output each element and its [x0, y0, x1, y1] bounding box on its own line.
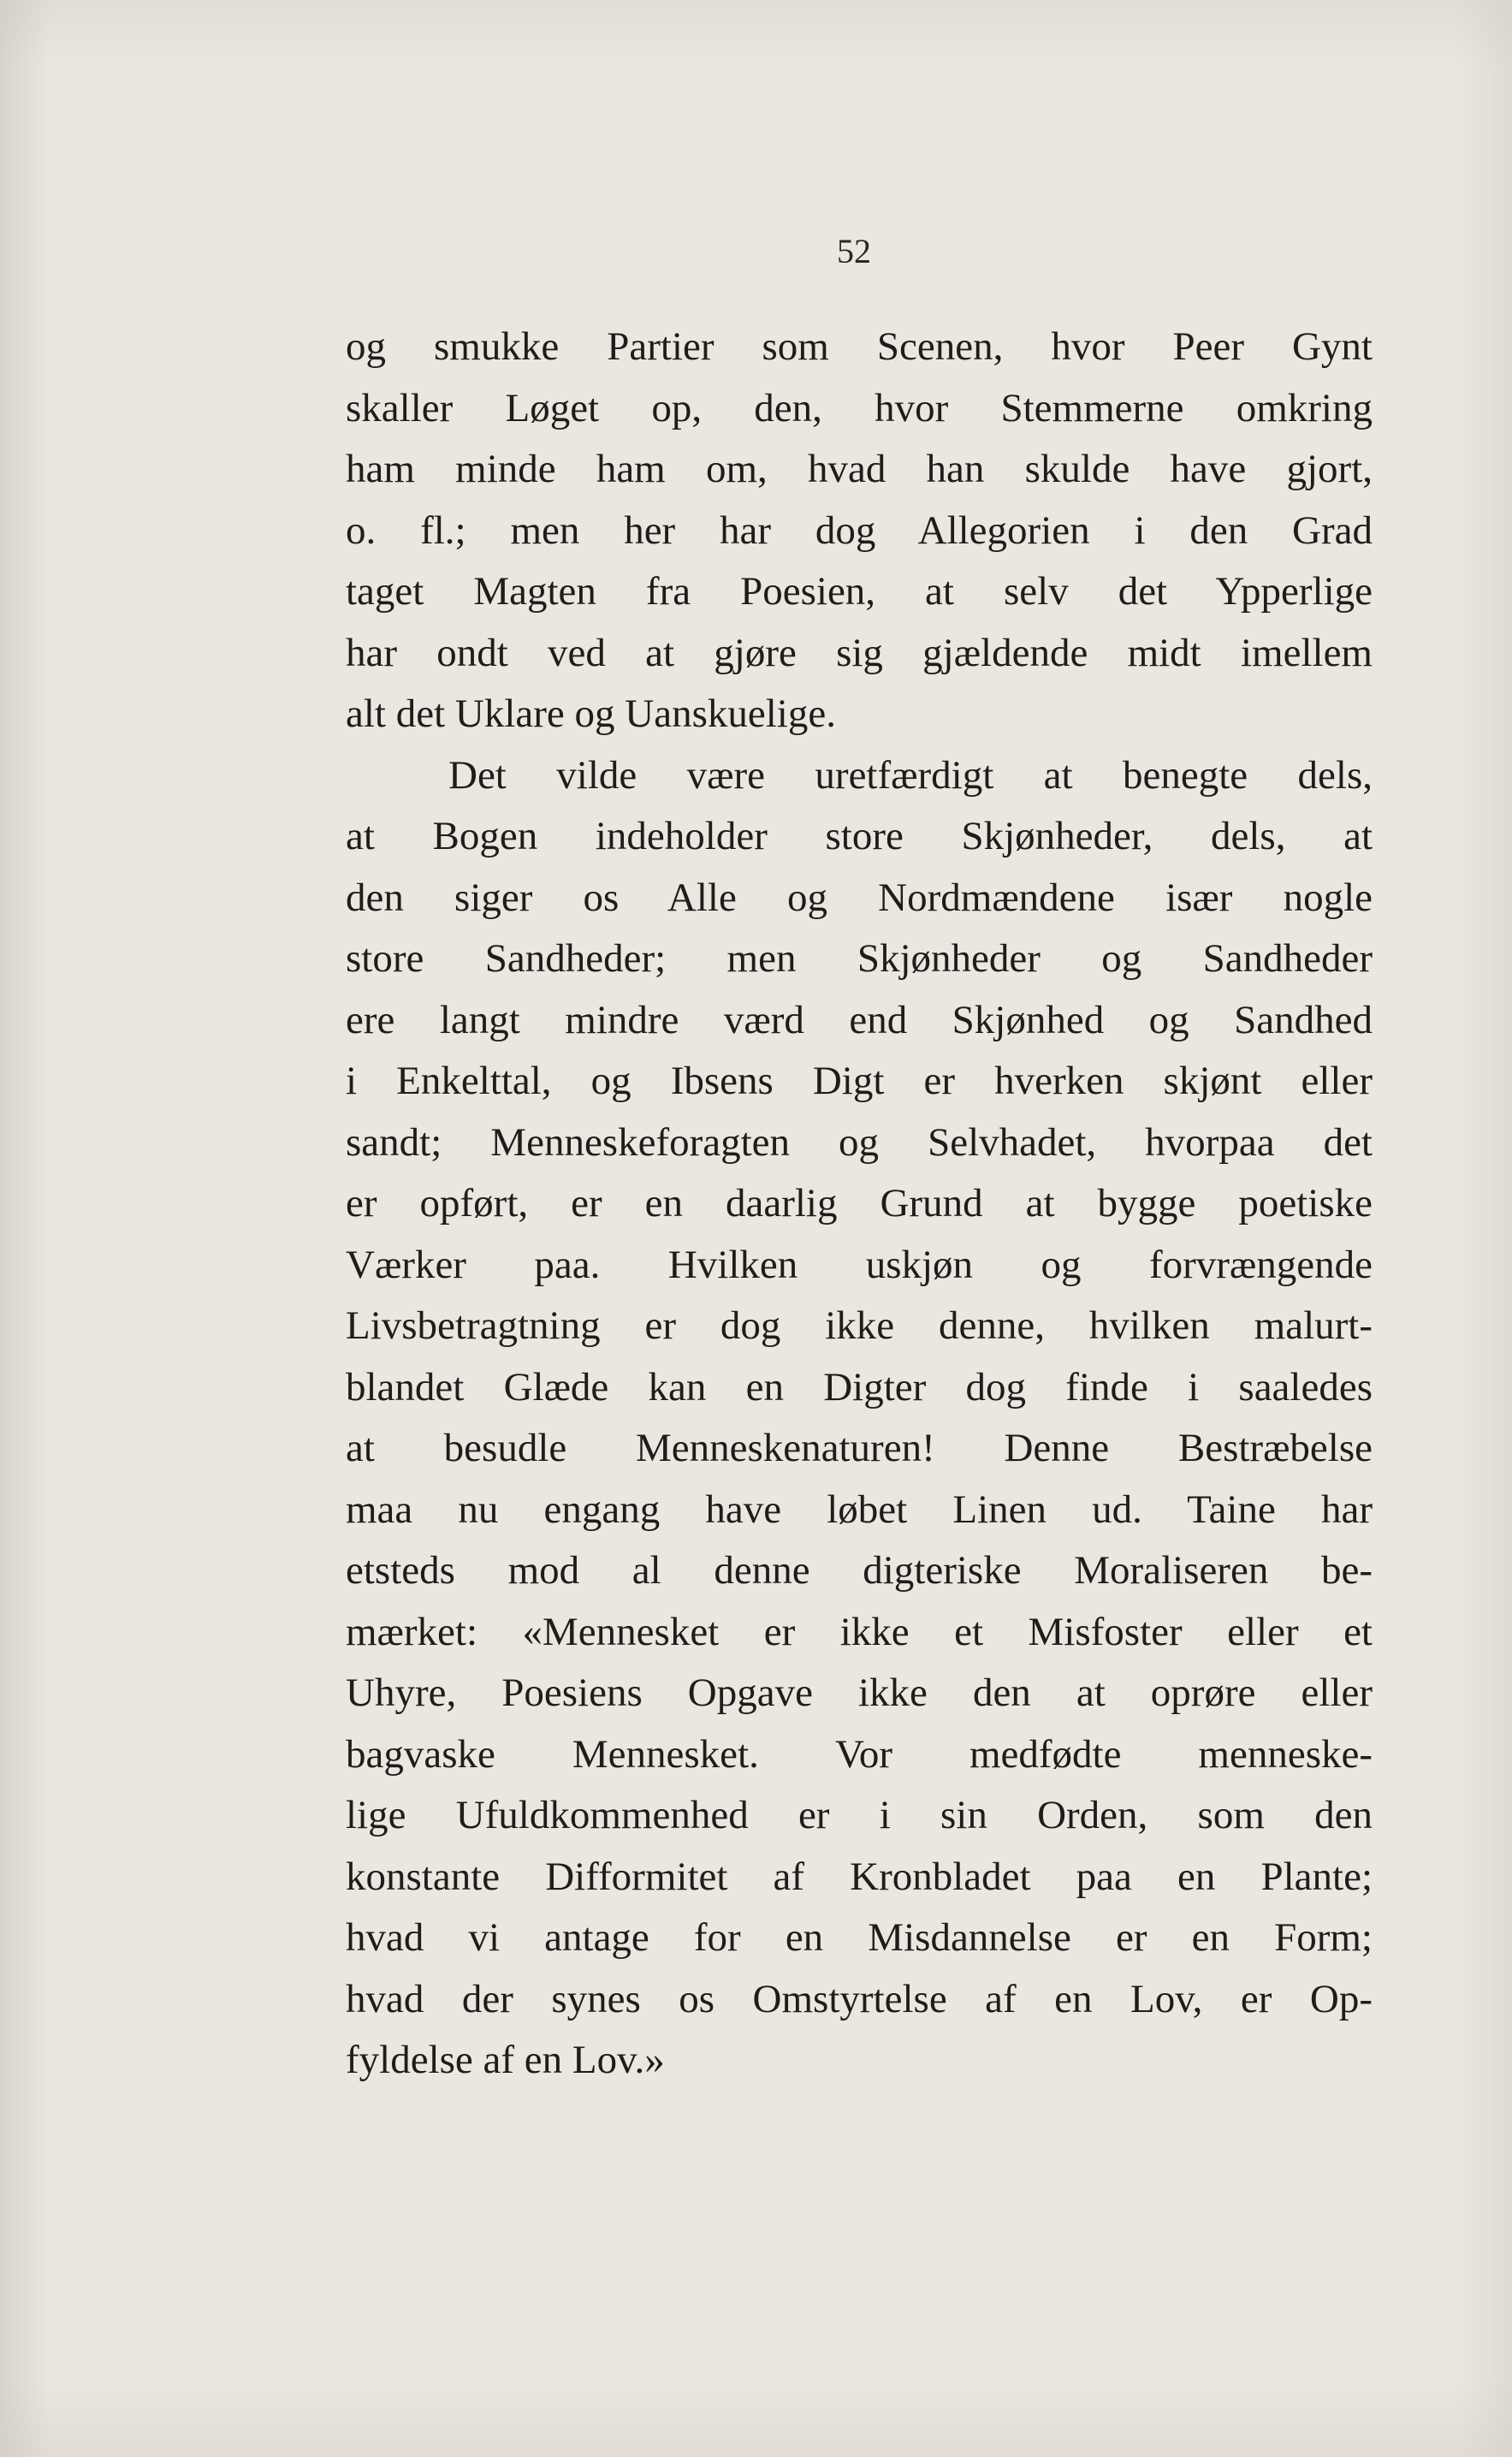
- text-line: sandt; Menneskeforagten og Selvhadet, hvorpaa det: [346, 1119, 1373, 1165]
- text-line: etsteds mod al denne digteriske Moraliseren be-: [346, 1548, 1373, 1593]
- text-line: o. fl.; men her har dog Allegorien i den Grad: [346, 507, 1373, 553]
- text-line: den siger os Alle og Nordmændene især nogle: [346, 875, 1373, 920]
- text-line: Livsbetragtning er dog ikke denne, hvilken malurt-: [346, 1303, 1373, 1348]
- text-line: hvad vi antage for en Misdannelse er en Form;: [346, 1915, 1373, 1960]
- text-line: fyldelse af en Lov.»: [346, 2038, 665, 2082]
- text-line: alt det Uklare og Uanskuelige.: [346, 691, 836, 736]
- text-line: skaller Løget op, den, hvor Stemmerne omkring: [346, 385, 1373, 430]
- text-line: Uhyre, Poesiens Opgave ikke den at oprøre eller: [346, 1671, 1373, 1715]
- text-line: er opført, er en daarlig Grund at bygge poetiske: [346, 1181, 1373, 1226]
- text-line: taget Magten fra Poesien, at selv det Ypperlige: [346, 569, 1373, 614]
- body-text: [346, 317, 1373, 2092]
- text-line: i Enkelttal, og Ibsens Digt er hverken skjønt eller: [346, 1059, 1373, 1103]
- text-line: at Bogen indeholder store Skjønheder, dels, at: [346, 814, 1373, 858]
- text-line: blandet Glæde kan en Digter dog finde i saaledes: [346, 1364, 1373, 1410]
- text-line: ere langt mindre værd end Skjønhed og Sandhed: [346, 997, 1373, 1042]
- text-line: bagvaske Mennesket. Vor medfødte menneske-: [346, 1731, 1373, 1777]
- text-line: lige Ufuldkommenhed er i sin Orden, som den: [346, 1793, 1373, 1837]
- page-number: 52: [837, 232, 871, 270]
- text-line: store Sandheder; men Skjønheder og Sandheder: [346, 936, 1373, 981]
- text-line: Det vilde være uretfærdigt at benegte dels,: [448, 752, 1373, 798]
- text-line: at besudle Menneskenaturen! Denne Bestræbelse: [346, 1426, 1373, 1470]
- text-line: har ondt ved at gjøre sig gjældende midt imellem: [346, 630, 1373, 675]
- text-line: ham minde ham om, hvad han skulde have gjort,: [346, 447, 1373, 491]
- text-line: hvad der synes os Omstyrtelse af en Lov, er Op-: [346, 1976, 1373, 2021]
- text-line: konstante Difformitet af Kronbladet paa en Plante;: [346, 1854, 1373, 1899]
- text-line: og smukke Partier som Scenen, hvor Peer Gynt: [346, 324, 1373, 369]
- text-line: Værker paa. Hvilken uskjøn og forvrængende: [346, 1242, 1373, 1287]
- text-line: maa nu engang have løbet Linen ud. Taine har: [346, 1487, 1373, 1532]
- text-line: mærket: «Mennesket er ikke et Misfoster eller et: [346, 1609, 1373, 1654]
